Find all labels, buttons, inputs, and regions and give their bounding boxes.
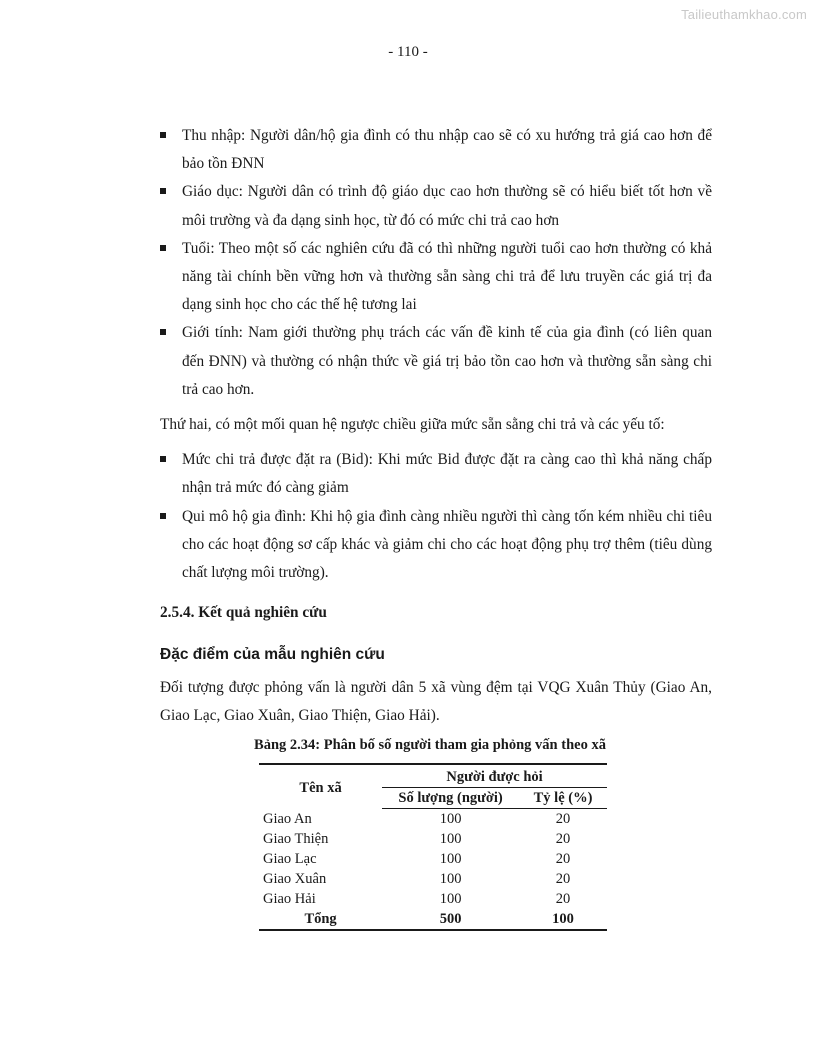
square-bullet-icon bbox=[160, 513, 166, 519]
table-row: Giao An 100 20 bbox=[263, 811, 571, 828]
section-heading: 2.5.4. Kết quả nghiên cứu bbox=[160, 604, 327, 622]
table-row: Giao Lạc 100 20 bbox=[263, 851, 571, 868]
paragraph-inverse-relation: Thứ hai, có một mối quan hệ ngược chiều giữa mức sẵn sằng chi trả và các yếu tố: bbox=[160, 416, 665, 434]
bullet-list-negative-factors bbox=[160, 446, 712, 587]
list-item: Mức chi trả được đặt ra (Bid): Khi mức Bid được đặt ra càng cao thì khả năng chấp nhận trả mức đó càng giảm bbox=[160, 446, 712, 502]
square-bullet-icon bbox=[160, 188, 166, 194]
header-respondents-group: Người được hỏi bbox=[382, 764, 607, 788]
table-row: Giao Thiện 100 20 bbox=[263, 831, 571, 848]
table-row: Giao Hải 100 20 bbox=[263, 891, 571, 908]
list-item: Qui mô hộ gia đình: Khi hộ gia đình càng nhiều người thì càng tốn kém nhiều chi tiêu cho các hoạt động sơ cấp khác và giảm chi cho các hoạt động phụ trợ thêm (tiêu dùng chất lượng môi trường). bbox=[160, 503, 712, 588]
list-item: Giới tính: Nam giới thường phụ trách các vấn đề kinh tế của gia đình (có liên quan đến ĐNN) và thường có nhận thức về giá trị bảo tồn cao hơn và thường sẵn sàng chi trả cao hơn. bbox=[160, 319, 712, 404]
header-commune-name: Tên xã bbox=[259, 764, 382, 809]
watermark: Tailieuthamkhao.com bbox=[681, 7, 807, 22]
list-item: Thu nhập: Người dân/hộ gia đình có thu nhập cao sẽ có xu hướng trả giá cao hơn để bảo tồn ĐNN bbox=[160, 122, 712, 178]
commune-distribution-table bbox=[259, 763, 607, 931]
table-header-row bbox=[259, 764, 607, 788]
document-body bbox=[160, 122, 712, 931]
list-item: Tuổi: Theo một số các nghiên cứu đã có thì những người tuổi cao hơn thường có khả năng tài chính bền vững hơn và thường sẵn sàng chi trả để lưu truyền các giá trị đa dạng sinh học cho các thế hệ tương lai bbox=[160, 235, 712, 320]
square-bullet-icon bbox=[160, 329, 166, 335]
page-number: - 110 - bbox=[388, 44, 428, 60]
table-caption: Bảng 2.34: Phân bố số người tham gia phỏng vấn theo xã bbox=[254, 737, 606, 754]
square-bullet-icon bbox=[160, 456, 166, 462]
square-bullet-icon bbox=[160, 132, 166, 138]
square-bullet-icon bbox=[160, 245, 166, 251]
header-percent: Tỷ lệ (%) bbox=[519, 788, 607, 809]
list-item: Giáo dục: Người dân có trình độ giáo dục cao hơn thường sẽ có hiểu biết tốt hơn về môi trường và đa dạng sinh học, từ đó có mức chi trả cao hơn bbox=[160, 178, 712, 234]
header-count: Số lượng (người) bbox=[382, 788, 519, 809]
bullet-list-positive-factors bbox=[160, 122, 712, 404]
paragraph-sample-description: Đối tượng được phỏng vấn là người dân 5 xã vùng đệm tại VQG Xuân Thủy (Giao An, Giao Lạc, Giao Xuân, Giao Thiện, Giao Hải). bbox=[160, 678, 712, 724]
table-total-row: Tổng 500 100 bbox=[259, 909, 607, 930]
sub-heading: Đặc điểm của mẫu nghiên cứu bbox=[160, 646, 385, 664]
table-row: Giao Xuân 100 20 bbox=[263, 871, 571, 888]
